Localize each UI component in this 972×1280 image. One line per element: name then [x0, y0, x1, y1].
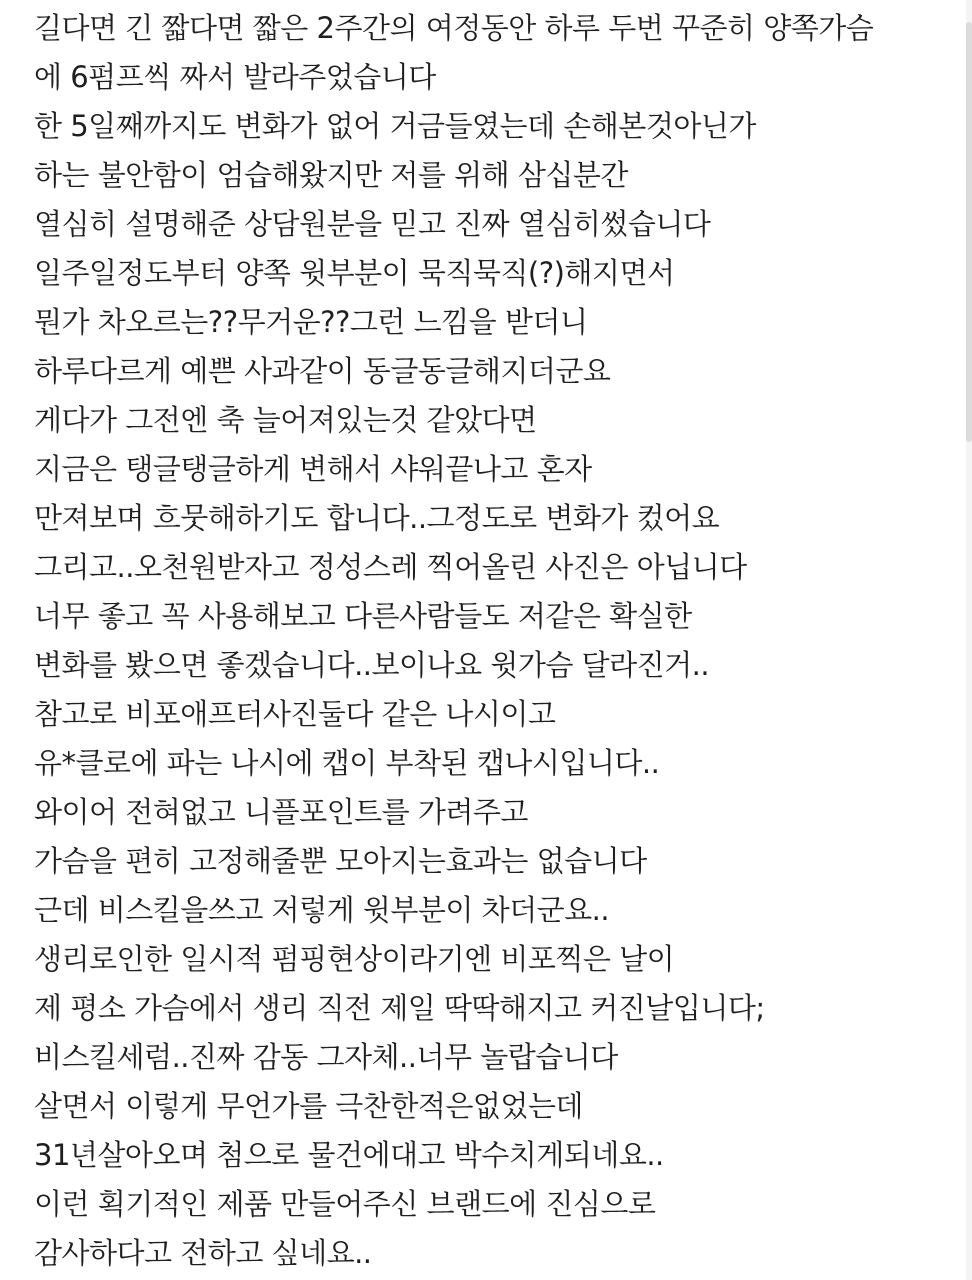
review-line-3: 한 5일째까지도 변화가 없어 거금들였는데 손해본것아닌가 [34, 109, 756, 143]
review-line-20: 생리로인한 일시적 펌핑현상이라기엔 비포찍은 날이 [34, 942, 675, 976]
review-line-9: 게다가 그전엔 축 늘어져있는것 같았다면 [34, 403, 537, 437]
review-line-21: 제 평소 가슴에서 생리 직전 제일 딱딱해지고 커진날입니다; [34, 991, 765, 1025]
review-text-body [34, 4, 954, 1278]
review-line-12: 그리고..오천원받자고 정성스레 찍어올린 사진은 아닙니다 [34, 550, 747, 584]
review-line-14: 변화를 봤으면 좋겠습니다..보이나요 윗가슴 달라진거.. [34, 648, 710, 682]
scrollbar-thumb[interactable] [966, 22, 972, 442]
review-line-11: 만져보며 흐뭇해하기도 합니다..그정도로 변화가 컸어요 [34, 501, 720, 535]
review-line-10: 지금은 탱글탱글하게 변해서 샤워끝나고 혼자 [34, 452, 592, 486]
review-line-25: 이런 획기적인 제품 만들어주신 브랜드에 진심으로 [34, 1187, 656, 1221]
review-line-8: 하루다르게 예쁜 사과같이 동글동글해지더군요 [34, 354, 611, 388]
scrollbar-track[interactable] [966, 0, 972, 1280]
review-line-13: 너무 좋고 꼭 사용해보고 다른사람들도 저같은 확실한 [34, 599, 692, 633]
review-line-6: 일주일정도부터 양쪽 윗부분이 묵직묵직(?)해지면서 [34, 256, 675, 290]
review-line-15: 참고로 비포애프터사진둘다 같은 나시이고 [34, 697, 556, 731]
review-line-5: 열심히 설명해준 상담원분을 믿고 진짜 열심히썼습니다 [34, 207, 711, 241]
review-line-16: 유*클로에 파는 나시에 캡이 부착된 캡나시입니다.. [34, 746, 660, 780]
review-line-23: 살면서 이렇게 무언가를 극찬한적은없었는데 [34, 1089, 583, 1123]
review-line-2: 에 6펌프씩 짜서 발라주었습니다 [34, 60, 436, 94]
review-line-24: 31년살아오며 첨으로 물건에대고 박수치게되네요.. [34, 1138, 664, 1172]
review-line-19: 근데 비스킬을쓰고 저렇게 윗부분이 차더군요.. [34, 893, 610, 927]
review-line-22: 비스킬세럼..진짜 감동 그자체..너무 놀랍습니다 [34, 1040, 618, 1074]
review-line-17: 와이어 전혀없고 니플포인트를 가려주고 [34, 795, 528, 829]
review-line-1: 길다면 긴 짧다면 짧은 2주간의 여정동안 하루 두번 꾸준히 양쪽가슴 [34, 11, 874, 45]
review-line-4: 하는 불안함이 엄습해왔지만 저를 위해 삼십분간 [34, 158, 628, 192]
review-line-26: 감사하다고 전하고 싶네요.. [34, 1236, 372, 1270]
review-line-7: 뭔가 차오르는??무거운??그런 느낌을 받더니 [34, 305, 588, 339]
review-line-18: 가슴을 편히 고정해줄뿐 모아지는효과는 없습니다 [34, 844, 647, 878]
